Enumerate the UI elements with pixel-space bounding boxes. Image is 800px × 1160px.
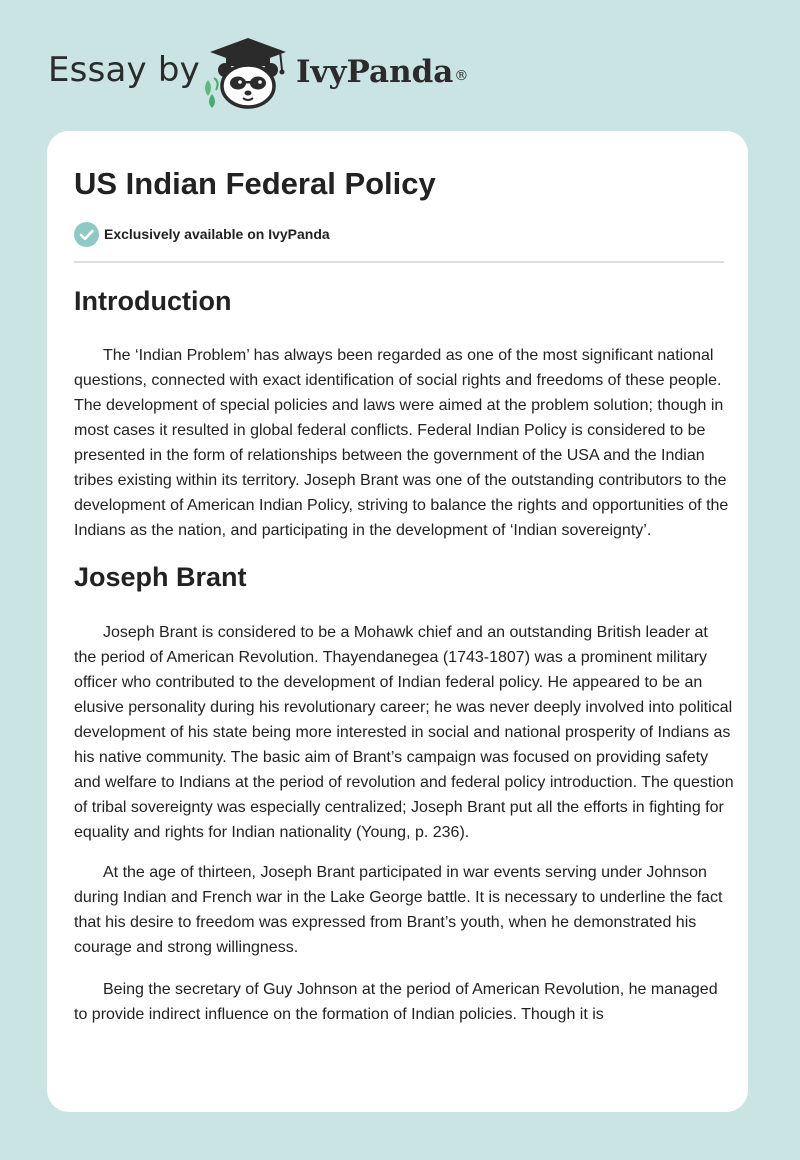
- exclusive-badge: [74, 221, 330, 247]
- exclusive-badge-label: Exclusively available on IvyPanda: [104, 226, 330, 242]
- essay-content: [74, 283, 734, 1027]
- brand-name-text: IvyPanda: [296, 54, 454, 90]
- ivypanda-wordmark[interactable]: [296, 52, 468, 92]
- site-header: [0, 0, 800, 130]
- section-heading-introduction: Introduction: [74, 286, 232, 316]
- title-divider: [74, 261, 724, 263]
- page-title: US Indian Federal Policy: [74, 166, 436, 201]
- registered-mark: ®: [454, 68, 469, 84]
- paragraph: At the age of thirteen, Joseph Brant participated in war events serving under Johnson during Indian and French war in the Lake George battle. It is necessary to underline the fact that his desire to freedom was expressed from Brant’s youth, when he demonstrated his courage and strong willingness.: [74, 864, 723, 956]
- essay-by-label: Essay by: [48, 50, 200, 90]
- paragraph: The ‘Indian Problem’ has always been regarded as one of the most significant national questions, connected with exact identification of social rights and freedoms of these people. The development of special policies and laws were aimed at the problem solution; though in most cases it resulted in global federal conflicts. Federal Indian Policy is considered to be presented in the form of relationships between the government of the USA and the Indian tribes existing within its territory. Joseph Brant was one of the outstanding contributors to the development of American Indian Policy, striving to balance the rights and opportunities of the Indians as the nation, and participating in the development of ‘Indian sovereignty’.: [74, 347, 729, 539]
- paragraph: Joseph Brant is considered to be a Mohawk chief and an outstanding British leader at the period of American Revolution. Thayendanegea (1743-1807) was a prominent military officer who contributed to the development of Indian federal policy. He appeared to be an elusive personality during his revolutionary career; he was never deeply involved into political development of his state being more interested in social and national prosperity of Indians as his native community. The basic aim of Brant’s campaign was focused on providing safety and welfare to Indians at the period of revolution and federal policy introduction. The question of tribal sovereignty was especially centralized; Joseph Brant put all the efforts in fighting for equality and rights for Indian nationality (Young, p. 236).: [74, 624, 734, 841]
- essay-card: [47, 131, 748, 1112]
- paragraph: Being the secretary of Guy Johnson at the period of American Revolution, he managed to provide indirect influence on the formation of Indian policies. Though it is: [74, 981, 718, 1023]
- ivypanda-logo-icon[interactable]: [200, 34, 296, 110]
- section-heading-joseph-brant: Joseph Brant: [74, 562, 247, 592]
- check-circle-icon: [74, 222, 99, 247]
